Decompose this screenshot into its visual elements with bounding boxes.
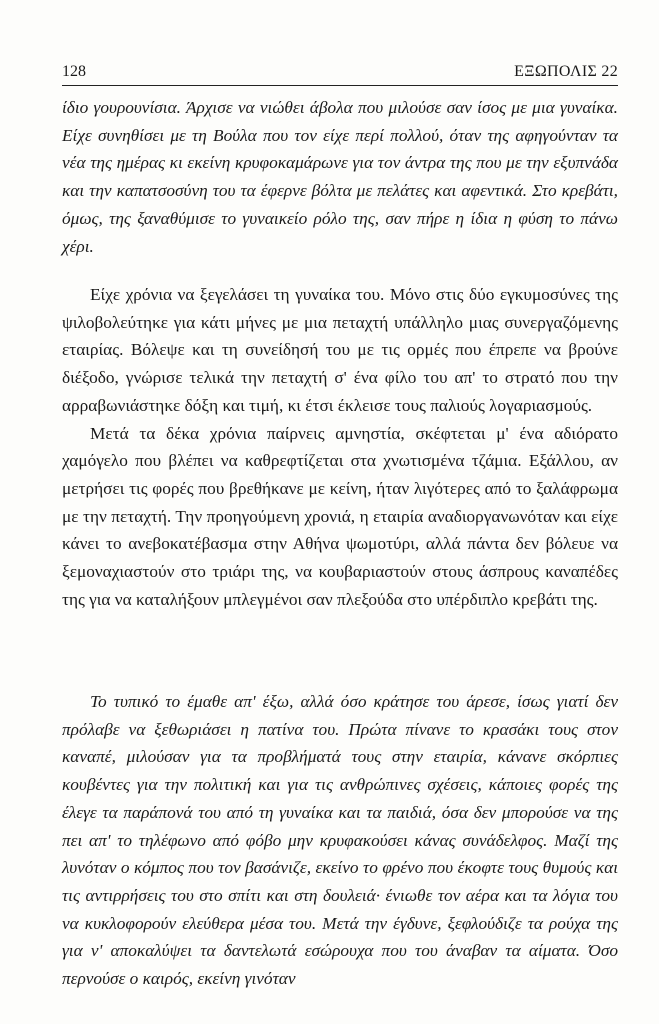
page-number: 128 bbox=[62, 63, 86, 80]
paragraph-2: Είχε χρόνια να ξεγελάσει τη γυναίκα του. Μόνο στις δύο εγκυμοσύνες της ψιλοβολεύτηκε για κάτι μήνες με μια πεταχτή υπάλληλο μιας συνεργαζόμενης εταιρίας. Βόλεψε και τη συνείδησή του με τις ορμές που έπρεπε να βρούνε διέξοδο, γνώρισε τελικά την πεταχτή σ' ένα φίλο του απ' το στρατό που την αρραβωνιάστηκε δόξη και τιμή, κι έτσι έκλεισε τους παλιούς λογαριασμούς. bbox=[62, 285, 618, 415]
running-head: ΕΞΩΠΟΛΙΣ 22 bbox=[514, 63, 618, 80]
page-header bbox=[62, 63, 618, 86]
paragraph-1: ίδιο γουρουνίσια. Άρχισε να νιώθει άβολα που μιλούσε σαν ίσος με μια γυναίκα. Είχε συνηθίσει με τη Βούλα που τον είχε περί πολλού, όταν της αφηγούνταν τα νέα της ημέρας κι εκείνη κρυφοκαμάρωνε για τον άντρα της που με την εξυπνάδα και την καπατσοσύνη του τα έφερνε βόλτα με πελάτες και αφεντικά. Στο κρεβάτι, όμως, της ξαναθύμισε το γυναικείο ρόλο της, σαν πήρε η ίδια η φύση το πάνω χέρι. bbox=[62, 98, 618, 256]
text-block-middle bbox=[62, 281, 618, 613]
text-block-closing bbox=[62, 688, 618, 993]
paragraph-3: Μετά τα δέκα χρόνια παίρνεις αμνηστία, σκέφτεται μ' ένα αδιόρατο χαμόγελο που βλέπει να καθρεφτίζεται στα χνωτισμένα τζάμια. Εξάλλου, αν μετρήσει τις φορές που βρεθήκανε με κείνη, ήταν λιγότερες από το ξαλάφρωμα με την πεταχτή. Την προηγούμενη χρονιά, η εταιρία αναδιοργανωνόταν και είχε κάνει το ανεβοκατέβασμα στην Αθήνα ψωμοτύρι, αλλά πάντα δεν βόλευε να ξεμοναχιαστούν στο τριάρι της, να κουβαριαστούν στους άσπρους καναπέδες της για να καταλήξουν μπλεγμένοι σαν πλεξούδα στο υπέρδιπλο κρεβάτι της. bbox=[62, 423, 618, 609]
paragraph-4: Το τυπικό το έμαθε απ' έξω, αλλά όσο κράτησε του άρεσε, ίσως γιατί δεν πρόλαβε να ξεθωριάσει η πατίνα του. Πρώτα πίνανε το κρασάκι τους στον καναπέ, μιλούσαν για τα προβλήματά τους στην εταιρία, κάνανε σκόρπιες κουβέντες για την πολιτική και για τις ανθρώπινες σχέσεις, κάποιες φορές της έλεγε τα παράπονά του από τη γυναίκα και τα παιδιά, όσα δεν μπορούσε να της πει απ' το τηλέφωνο από φόβο μην κρυφακούσει κάνας συνάδελφος. Μαζί της λυνόταν ο κόμπος που τον βασάνιζε, εκείνο το φρένο που έκοφτε τους θυμούς και τις αντιρρήσεις του στο σπίτι και στη δουλειά· ένιωθε τον αέρα και τα λόγια του να κυκλοφορούν ελεύθερα μέσα του. Μετά την έγδυνε, ξεφλούδιζε τα ρούχα της για ν' αποκαλύψει τα δαντελωτά εσώρουχα που του άναβαν τα αίματα. Όσο περνούσε ο καιρός, εκείνη γινόταν bbox=[62, 692, 618, 989]
text-block-opening bbox=[62, 94, 618, 260]
